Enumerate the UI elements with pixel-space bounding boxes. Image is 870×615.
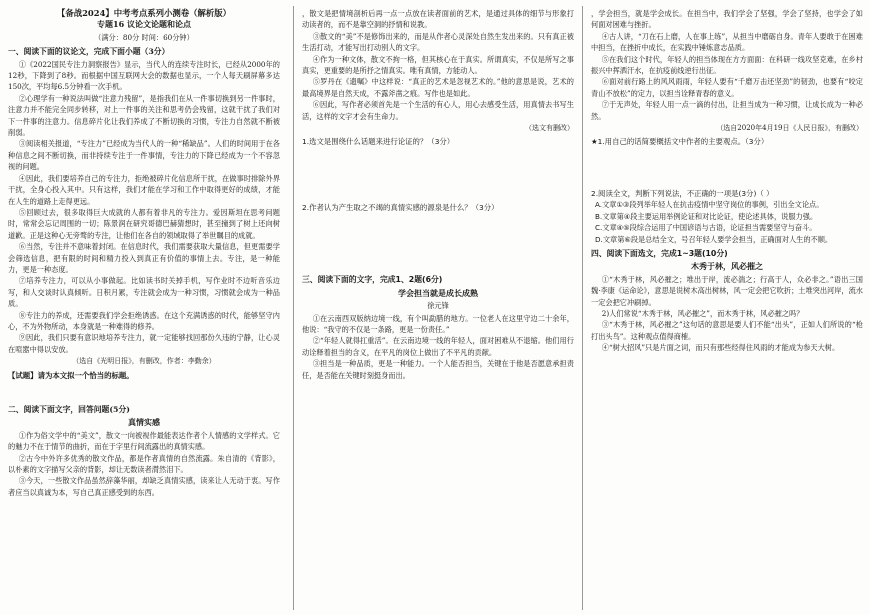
paragraph: ②古今中外许多优秀的散文作品，都是作者真情的自然流露。朱自清的《背影》，以朴素的文字描写父亲的背影，却让无数读者潸然泪下。 [8, 453, 280, 475]
option-c[interactable]: C.文章④⑤段综合运用了中国谚语与古语，论证担当需要坚守与奋斗。 [595, 223, 817, 233]
source-note: （选文有删改） [525, 124, 574, 133]
paragraph: ⑤在我们这个时代，年轻人的担当体现在方方面面：在科研一线攻坚克难，在乡村振兴中挥洒汗水，在抗疫前线逆行出征。 [591, 54, 863, 76]
article-title: 真情实感 [128, 417, 160, 428]
column-right [591, 8, 863, 608]
article-title: 木秀于林，风必摧之 [691, 261, 763, 272]
paragraph: ①在云南西双版纳边境一线，有个叫勐腊的地方。一位老人在这里守边二十余年，他说：“我守的不仅是一条路，更是一份责任。” [302, 313, 574, 334]
paragraph: ⑥当然，专注并不意味着封闭。在信息时代，我们需要获取大量信息，但更需要学会筛选信息，把有限的时间和精力投入到真正有价值的事情上去。专注，是一种能力，更是一种态度。 [8, 242, 280, 274]
header-meta: （满分：80分 时间：60分钟） [94, 32, 194, 42]
article-author: 徐元锋 [427, 301, 449, 311]
question-title: 【试题】请为本文拟一个恰当的标题。 [8, 370, 134, 380]
section-4-heading: 四、阅读下面选文，完成1~3题(10分) [591, 248, 728, 258]
paragraph: ⑤罗丹在《遗嘱》中这样说：“真正的艺术是忽视艺术的。”他的意思是说，艺术的最高境界是自然天成，不露斧凿之痕。写作也是如此。 [302, 77, 574, 98]
paragraph: ③阅读相关报道，“专注力”已经成为当代人的一种“稀缺品”。人们的时间用于在各种信息之间不断切换，而非持续专注于一件事情，专注力的下降已经成为一个不容忽视的问题。 [8, 139, 280, 172]
paragraph: ④作为一种文体，散文不拘一格，但其核心在于真实。所谓真实，不仅是所写之事真实，更重要的是所抒之情真实。唯有真情，方能动人。 [302, 54, 574, 76]
paragraph: 2)人们常说“木秀于林，风必摧之”，而木秀于林，风必摧之吗？ [601, 308, 804, 318]
paragraph: ②心理学有一种说法叫做“注意力残留”，是指我们在从一件事切换到另一件事时，注意力并不能完全同步转移，对上一件事的关注和思考仍会残留，这就干扰了我们对下一件事的注意力。信息碎片化让我们养成了不断切换的习惯，专注力自然就不断被削弱。 [8, 93, 280, 138]
source-note: （选自《光明日报》，有删改，作者：李勤余） [72, 357, 216, 366]
paragraph: ③今天，一些散文作品虽然辞藻华丽，却缺乏真情实感，读来让人无动于衷。写作者应当以真诚为本，写自己真正感受到的东西。 [8, 476, 280, 497]
header-series: 【备战2024】中考考点系列小测卷（解析版） [56, 8, 232, 18]
paragraph: ④因此，我们要培养自己的专注力，拒绝被碎片化信息所干扰，在做事时排除外界干扰，全身心投入其中。只有这样，我们才能在学习和工作中取得更好的成绩，才能在人生的道路上走得更远。 [8, 173, 280, 206]
question-1: 1.选文是围绕什么话题来进行论证的？（3分） [302, 137, 455, 147]
question-1: ★1.用自己的话简要概括文中作者的主要观点。（3分） [591, 137, 769, 147]
paragraph: ③担当是一种品质，更是一种能力。一个人能否担当，关键在于他是否愿意承担责任，是否能在关键时刻挺身而出。 [302, 359, 574, 380]
paragraph: ，散文是把情境剖析后再一点一点放在读者面前的艺术，是通过具体的细节与形象打动读者的，而不是靠空洞的抒情和说教。 [302, 9, 574, 30]
paragraph: ⑥因此，写作者必须首先是一个生活的有心人，用心去感受生活，用真情去书写生活，这样的文字才会有生命力。 [302, 100, 574, 121]
paragraph: ③“木秀于林，风必摧之”这句话的意思是要人们不能“出头”，正如人们所说的“枪打出头鸟”。这种观点值得商榷。 [591, 320, 863, 341]
paragraph: ⑥面对前行路上的风风雨雨，年轻人要有“千磨万击还坚劲”的韧劲，也要有“咬定青山不放松”的定力，以担当诠释青春的意义。 [591, 77, 863, 98]
paragraph: ⑧专注力的养成，还需要我们学会拒绝诱惑。在这个充满诱惑的时代，能够坚守内心，不为外物所动，本身就是一种难得的修养。 [8, 310, 280, 331]
source-note: （选自2020年4月19日《人民日报》，有删改） [716, 124, 863, 133]
question-2: 2.阅读全文，判断下列说法，不正确的一项是(3分)（ ） [591, 188, 774, 198]
paragraph: ①《2022国民专注力洞察报告》显示，当代人的连续专注时长，已经从2000年的12秒，下降到了8秒。而根据中国互联网大会的数据也显示，一个人每天刷屏幕多达150次，平均每6.5分钟看一次手机。 [8, 59, 280, 92]
column-divider [582, 6, 583, 610]
header-topic: 专题16 议论文论题和论点 [97, 19, 191, 30]
paragraph: ⑤回顾过去，很多取得巨大成就的人都有着非凡的专注力。爱因斯坦在思考问题时，常常会忘记周围的一切；陈景润在研究哥德巴赫猜想时，甚至撞到了树上还向树道歉。正是这种心无旁骛的专注，让他们在各自的领域取得了举世瞩目的成就。 [8, 207, 280, 240]
paragraph: ④古人讲，“刀在石上磨，人在事上练”，从担当中磨砺自身。青年人要敢于在困难中担当，在挫折中成长，在实践中锤炼意志品质。 [591, 31, 863, 53]
answer-space[interactable] [302, 213, 574, 271]
paragraph: ⑦培养专注力，可以从小事做起。比如读书时关掉手机，写作业时不边听音乐边写，和人交谈时认真倾听。日积月累，专注就会成为一种习惯，习惯就会成为一种品质。 [8, 276, 280, 309]
paragraph: ④“树大招风”只是片面之词，而只有那些经得住风雨的才能成为参天大树。 [601, 343, 840, 353]
section-3-heading: 三、阅读下面的文字，完成1、2题(6分) [302, 275, 443, 285]
column-middle [302, 8, 574, 608]
answer-space[interactable] [302, 148, 574, 200]
column-divider [293, 6, 294, 610]
paragraph: ③散文的“美”不是修饰出来的，而是从作者心灵深处自然生发出来的。只有真正被生活打动，才能写出打动别人的文字。 [302, 31, 574, 53]
option-b[interactable]: B.文章第④段主要运用举例论证和对比论证，使论述具体，说服力强。 [595, 211, 818, 221]
answer-space[interactable] [8, 381, 280, 401]
section-2-heading: 二、阅读下面文字，回答问题(5分) [8, 405, 130, 414]
column-left [8, 8, 280, 608]
paragraph: ①“木秀于林，风必摧之；堆出于岸，流必湍之；行高于人，众必非之。”语出三国魏·李康《运命论》，意思是说树木高出树林，风一定会把它吹折；土堆突出河岸，流水一定会把它冲刷掉。 [591, 274, 863, 307]
paragraph: ①作为俗文学中的“美文”，散文一向被视作最能表达作者个人情感的文学样式。它的魅力不在于情节的曲折，而在于字里行间流露出的真情实感。 [8, 430, 280, 452]
answer-space[interactable] [591, 148, 863, 186]
question-2: 2.作者认为产生取之不竭的真情实感的源泉是什么？（3分） [302, 202, 499, 212]
paragraph: ⑨因此，我们只要有意识地培养专注力，就一定能够找回那份久违的宁静，让心灵在喧嚣中得以安放。 [8, 333, 280, 354]
option-d[interactable]: D.文章第⑥段是总结全文，号召年轻人要学会担当，正确面对人生的不顺。 [595, 234, 833, 244]
article-title: 学会担当就是成长成熟 [398, 287, 478, 298]
option-a[interactable]: A.文章①③段列举年轻人在抗击疫情中坚守岗位的事例，引出全文论点。 [595, 200, 824, 210]
section-1-heading: 一、阅读下面的议论文，完成下面小题（3分） [8, 47, 170, 57]
paragraph: ，学会担当，就是学会成长。在担当中，我们学会了坚强，学会了坚持，也学会了如何面对困难与挫折。 [591, 9, 863, 30]
paragraph: ⑦于无声处，年轻人用一点一滴的付出，让担当成为一种习惯，让成长成为一种必然。 [591, 100, 863, 121]
paragraph: ②“年轻人就得扛重活”。在云南边境一线的年轻人，面对困难从不退缩。他们用行动诠释着担当的含义，在平凡的岗位上做出了不平凡的贡献。 [302, 336, 574, 357]
